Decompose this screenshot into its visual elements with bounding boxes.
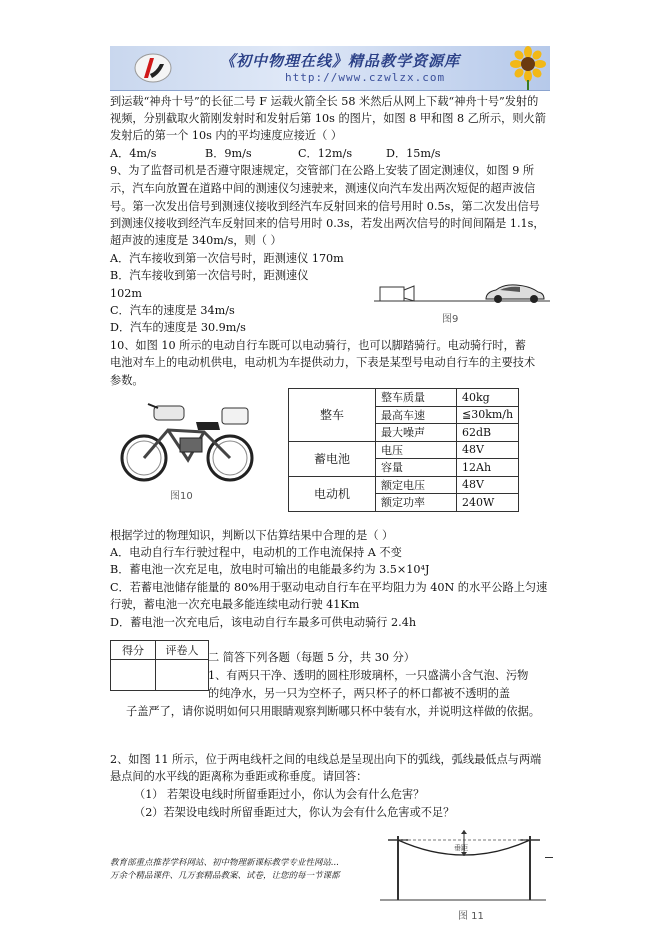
spec-key: 容量 [376,459,457,477]
score-box [110,640,209,691]
q9-option-b: B．汽车接收到第一次信号时，距测速仪 [110,269,309,282]
figure-9-speed-camera-diagram [374,274,552,306]
spec-value: 62dB [457,424,519,442]
spec-key: 额定功率 [376,494,457,512]
banner-url: http://www.czwlzx.com [285,71,446,84]
q9-option-b-cont: 102m [110,287,142,300]
q9-option-c: C．汽车的速度是 34m/s [110,304,235,317]
figure-9-label: 图9 [442,314,459,325]
section-2-title: 二 简答下列各题（每题 5 分，共 30 分） [208,651,415,664]
sunflower-icon [508,46,548,90]
s2-q1-line-1: 1、有两只干净、透明的圆柱形玻璃杯，一只盛满小含气泡、污物 [208,669,529,682]
s2-q1-line-2: 的纯净水，另一只为空杯子，两只杯子的杯口都被不透明的盖 [208,687,511,700]
site-banner [110,46,550,91]
q10-line-2: 电池对车上的电动机供电，电动机为车提供动力，下表是某型号电动自行车的主要技术 [110,356,536,369]
q8-option-c: C．12m/s [298,147,353,160]
table-row [289,389,519,407]
q8-line-1: 到运载“神舟十号”的长征二号 F 运载火箭全长 58 米然后从网上下载“神舟十号”发射的 [110,95,539,108]
figure-11-power-line-diagram [380,828,546,906]
group-battery: 蓄电池 [289,441,376,476]
spec-value: 48V [457,476,519,494]
footer-line-2: 万余个精品课件、几万套精品教案、试卷，让您的每一节课都 [110,871,340,881]
spec-value: 12Ah [457,459,519,477]
table-row [111,641,209,660]
figure-11-label: 图 11 [458,911,484,922]
spec-key: 最大噪声 [376,424,457,442]
spec-value: 40kg [457,389,519,407]
footer-line-1: 教育部重点推荐学科网站、初中物理新课标教学专业性网站... [110,858,340,868]
s2-q2-line-2: 悬点间的水平线的距离称为垂距或称垂度。请回答： [110,770,368,783]
grader-header: 评卷人 [156,641,209,660]
q8-option-d: D．15m/s [386,147,441,160]
footer-dash [545,857,553,858]
q9-line-2: 示，汽车向放置在道路中间的测速仪匀速驶来，测速仪向汽车发出两次短促的超声波信 [110,182,536,195]
q8-line-2: 视频，分别截取火箭刚发射时和发射后第 10s 的图片，如图 8 甲和图 8 乙所示，则火箭 [110,112,546,125]
car-icon [486,285,544,303]
q10-option-a: A．电动自行车行驶过程中，电动机的工作电流保持 A 不变 [110,546,402,559]
table-row [289,441,519,459]
q10-option-c: C．若蓄电池储存能量的 80%用于驱动电动自行车在平均阻力为 40N 的水平公路上匀速 [110,581,548,594]
q9-line-4: 到测速仪接收到经汽车反射回来的信号用时 0.3s，若发出两次信号的时间间隔是 1.1s， [110,217,545,230]
spec-value: ≦30km/h [457,406,519,424]
group-vehicle: 整车 [289,389,376,442]
banner-title: 《初中物理在线》精品教学资源库 [220,52,461,70]
s2-q2-line-1: 2、如图 11 所示，位于两电线杆之间的电线总是呈现出向下的弧线，弧线最低点与两端 [110,753,542,766]
s2-q1-line-3: 子盖严了，请你说明如何只用眼睛观察判断哪只杯中装有水，并说明这样做的依据。 [126,705,540,718]
spec-key: 额定电压 [376,476,457,494]
grader-cell[interactable] [156,660,209,691]
q10-line-1: 10、如图 10 所示的电动自行车既可以电动骑行，也可以脚踏骑行。电动骑行时，蓄 [110,339,526,352]
bicycle-spec-table [288,388,519,512]
s2-q2-sub-1: （1） 若架设电线时所留垂距过小，你认为会有什么危害？ [134,788,425,801]
q10-line-3: 参数。 [110,374,144,387]
s2-q2-sub-2: （2）若架设电线时所留垂距过大，你认为会有什么危害或不足？ [134,806,455,819]
q9-line-3: 号。第一次发出信号到测速仪接收到经汽车反射回来的信号用时 0.5s，第二次发出信号 [110,200,540,213]
spec-value: 48V [457,441,519,459]
figure-10-label: 图10 [170,491,193,502]
q10-question: 根据学过的物理知识，判断以下估算结果中合理的是（ ） [110,529,394,542]
q9-line-1: 9、为了监督司机是否遵守限速规定，交管部门在公路上安装了固定测速仪，如图 9 所 [110,164,535,177]
spec-key: 电压 [376,441,457,459]
figure-10-electric-bicycle [118,400,258,486]
q9-option-d: D．汽车的速度是 30.9m/s [110,321,246,334]
score-cell[interactable] [111,660,156,691]
q10-option-b: B．蓄电池一次充足电，放电时可输出的电能最多约为 3.5×10⁴J [110,563,430,576]
q9-option-a: A．汽车接收到第一次信号时，距测速仪 170m [110,252,344,265]
table-row [289,476,519,494]
score-header: 得分 [111,641,156,660]
q8-option-b: B．9m/s [205,147,252,160]
group-motor: 电动机 [289,476,376,511]
q8-option-a: A．4m/s [110,147,157,160]
q10-option-d: D．蓄电池一次充电后，该电动自行车最多可供电动骑行 2.4h [110,616,417,629]
table-row [111,660,209,691]
spec-key: 整车质量 [376,389,457,407]
q10-option-c-cont: 行驶，蓄电池一次充电最多能连续电动行驶 41Km [110,598,360,611]
site-logo-icon [134,52,172,84]
spec-key: 最高车速 [376,406,457,424]
figure-11-sag-label: 垂距 [454,844,468,852]
spec-value: 240W [457,494,519,512]
q8-line-3: 发射后的第一个 10s 内的平均速度应接近（ ） [110,129,343,142]
q9-line-5: 超声波的速度是 340m/s，则（ ） [110,234,282,247]
